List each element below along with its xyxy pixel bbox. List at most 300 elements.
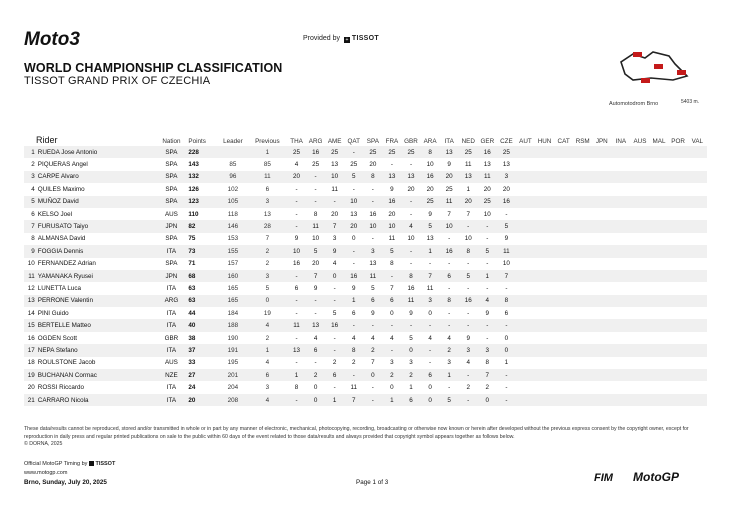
- race-points-cell: 25: [459, 146, 478, 158]
- race-points-cell: 4: [401, 220, 420, 232]
- race-points-cell: -: [363, 196, 382, 208]
- race-points-cell: 5: [344, 171, 363, 183]
- provided-by: [303, 35, 379, 43]
- race-points-cell: [573, 394, 592, 406]
- race-points-cell: [611, 344, 630, 356]
- rider-name-cell: RUEDA Jose Antonio: [38, 146, 155, 158]
- race-points-cell: 13: [440, 146, 459, 158]
- table-row: [24, 369, 707, 381]
- race-points-cell: 2: [352, 359, 356, 367]
- race-points-cell: -: [505, 284, 508, 292]
- race-points-cell: [649, 381, 668, 393]
- race-points-cell: [688, 381, 707, 393]
- race-points-cell: [535, 295, 554, 307]
- position-cell: 2: [31, 161, 35, 169]
- race-points-cell: -: [467, 260, 470, 268]
- race-points-cell: [592, 208, 611, 220]
- race-points-cell: 2: [363, 344, 382, 356]
- race-points-cell: 4: [371, 334, 375, 342]
- race-points-cell: [649, 158, 668, 170]
- leader-gap-cell: 85: [229, 161, 237, 169]
- race-points-cell: [688, 332, 707, 344]
- race-points-cell: 11: [478, 171, 497, 183]
- table-row: [24, 196, 707, 208]
- header-race: GER: [480, 138, 495, 145]
- table-row: [24, 183, 707, 195]
- rider-name-cell: CARRARO Nicola: [38, 394, 155, 406]
- table-row: [24, 245, 707, 257]
- race-points-cell: -: [382, 344, 401, 356]
- race-points-cell: 3: [332, 235, 337, 243]
- position-cell: 17: [24, 344, 38, 356]
- previous-gap-cell: 28: [248, 220, 287, 232]
- leader-gap-cell: 165: [227, 284, 239, 292]
- race-points-cell: [592, 158, 611, 170]
- race-points-cell: [688, 183, 707, 195]
- motogp-logo: MotoGP: [633, 470, 679, 484]
- race-points-cell: 4: [466, 359, 470, 367]
- race-points-cell: [630, 282, 649, 294]
- race-points-cell: [669, 282, 688, 294]
- points-cell: 143: [188, 161, 199, 169]
- position-cell: 18: [27, 359, 35, 367]
- leader-gap-cell: 190: [227, 334, 239, 342]
- header-race: QAT: [347, 138, 360, 145]
- race-points-cell: [516, 245, 535, 257]
- race-points-cell: [554, 158, 573, 170]
- event-date: Brno, Sunday, July 20, 2025: [24, 479, 107, 486]
- race-points-cell: 25: [312, 161, 320, 169]
- race-points-cell: [573, 332, 592, 344]
- race-points-cell: 10: [325, 171, 344, 183]
- header-race: AUS: [633, 138, 647, 145]
- tissot-cross-icon: +: [345, 37, 349, 43]
- race-points-cell: [688, 319, 707, 331]
- race-points-cell: -: [478, 220, 497, 232]
- race-points-cell: 10: [440, 220, 459, 232]
- previous-gap-cell: 2: [265, 334, 270, 342]
- race-points-cell: 9: [390, 185, 394, 193]
- race-points-cell: 11: [350, 384, 358, 392]
- race-points-cell: [592, 394, 611, 406]
- nation-cell: ARG: [154, 295, 188, 307]
- position-cell: 3: [24, 171, 38, 183]
- points-cell: 123: [188, 196, 218, 208]
- race-points-cell: 10: [312, 235, 320, 243]
- header-race: CZE: [500, 138, 513, 145]
- race-points-cell: [516, 332, 535, 344]
- race-points-cell: 0: [390, 309, 394, 317]
- table-row: [24, 258, 707, 270]
- race-points-cell: 13: [426, 235, 434, 243]
- race-points-cell: 20: [388, 210, 396, 218]
- race-points-cell: -: [448, 260, 451, 268]
- race-points-cell: 16: [440, 245, 459, 257]
- race-points-cell: -: [401, 319, 420, 331]
- race-points-cell: [649, 245, 668, 257]
- race-points-cell: 10: [344, 196, 363, 208]
- race-points-cell: [592, 220, 611, 232]
- race-points-cell: [554, 369, 573, 381]
- nation-cell: ITA: [166, 309, 177, 317]
- race-points-cell: 0: [363, 369, 382, 381]
- points-cell: 71: [188, 260, 196, 268]
- race-points-cell: [535, 270, 554, 282]
- race-points-cell: [649, 369, 668, 381]
- disclaimer-text: These data/results cannot be reproduced, stored and/or transmitted in whole or in part by any manner of electronic, mechanical, photocopying, recording, broadcasting or otherwise now known or herein after developed without the previous express consent by the copyright owner, except for reproduction in daily press and regular printed publications on sale to the public within 60 days of the event related to those data/results and always provided that copyright symbol appears together as follows below.: [24, 426, 689, 440]
- previous-gap-cell: 85: [263, 161, 271, 169]
- leader-gap-cell: 146: [218, 220, 248, 232]
- race-points-cell: -: [295, 334, 298, 342]
- race-points-cell: 16: [407, 284, 415, 292]
- race-points-cell: 16: [382, 196, 401, 208]
- track-map-icon: [611, 44, 697, 88]
- race-points-cell: 10: [363, 220, 382, 232]
- race-points-cell: 16: [459, 295, 478, 307]
- race-points-cell: 5: [497, 220, 516, 232]
- race-points-cell: 4: [390, 334, 394, 342]
- table-row: [24, 319, 707, 331]
- leader-gap-cell: 157: [227, 260, 239, 268]
- race-points-cell: [649, 233, 668, 245]
- race-points-cell: 6: [363, 295, 382, 307]
- nation-cell: ITA: [154, 245, 188, 257]
- race-points-cell: -: [429, 260, 432, 268]
- race-points-cell: 0: [478, 394, 497, 406]
- race-points-cell: [669, 357, 688, 369]
- race-points-cell: -: [486, 334, 489, 342]
- race-points-cell: [611, 220, 630, 232]
- race-points-cell: -: [333, 284, 336, 292]
- race-points-cell: 0: [497, 344, 516, 356]
- race-points-cell: -: [287, 295, 306, 307]
- race-points-cell: -: [390, 161, 393, 169]
- race-points-cell: 0: [428, 384, 432, 392]
- race-points-cell: 16: [497, 196, 516, 208]
- race-points-cell: 13: [306, 319, 325, 331]
- race-points-cell: -: [497, 319, 516, 331]
- position-cell: 10: [27, 260, 35, 268]
- race-points-cell: [573, 183, 592, 195]
- rider-name-cell: MUÑOZ David: [38, 196, 155, 208]
- race-points-cell: -: [448, 235, 451, 243]
- race-points-cell: 10: [407, 235, 415, 243]
- fim-logo: FIM: [594, 472, 613, 484]
- race-points-cell: -: [467, 309, 470, 317]
- rider-name-cell: CARPE Alvaro: [38, 171, 155, 183]
- race-points-cell: [688, 146, 707, 158]
- race-points-cell: 25: [401, 146, 420, 158]
- race-points-cell: -: [505, 210, 508, 218]
- race-points-cell: -: [497, 394, 516, 406]
- tissot-cross-icon: [89, 461, 94, 466]
- table-row: [24, 171, 707, 183]
- points-cell: 126: [188, 185, 199, 193]
- race-points-cell: 25: [497, 146, 516, 158]
- nation-cell: ITA: [166, 384, 177, 392]
- race-points-cell: 3: [390, 359, 394, 367]
- header-race: THA: [290, 138, 303, 145]
- table-row: [24, 233, 707, 245]
- leader-gap-cell: 165: [218, 295, 248, 307]
- header-race: AUT: [519, 138, 532, 145]
- race-points-cell: [516, 158, 535, 170]
- race-points-cell: [669, 245, 688, 257]
- race-points-cell: -: [497, 369, 516, 381]
- race-points-cell: 0: [306, 394, 325, 406]
- race-points-cell: 25: [363, 146, 382, 158]
- race-points-cell: -: [333, 334, 336, 342]
- race-points-cell: [669, 220, 688, 232]
- race-points-cell: 20: [331, 210, 339, 218]
- race-points-cell: [649, 394, 668, 406]
- race-points-cell: 9: [428, 210, 432, 218]
- leader-gap-cell: 188: [218, 319, 248, 331]
- classification-table: [24, 130, 707, 406]
- race-points-cell: 4: [428, 334, 432, 342]
- race-points-cell: -: [287, 270, 306, 282]
- race-points-cell: [573, 245, 592, 257]
- moto3-logo: [24, 28, 120, 50]
- race-points-cell: [669, 146, 688, 158]
- previous-gap-cell: 0: [248, 295, 287, 307]
- points-cell: 82: [188, 220, 218, 232]
- nation-cell: ITA: [154, 344, 188, 356]
- race-points-cell: [688, 295, 707, 307]
- race-points-cell: [554, 245, 573, 257]
- race-points-cell: [611, 208, 630, 220]
- race-points-cell: -: [448, 284, 451, 292]
- race-points-cell: [649, 307, 668, 319]
- race-points-cell: [573, 357, 592, 369]
- position-cell: 7: [24, 220, 38, 232]
- race-points-cell: 7: [497, 270, 516, 282]
- race-points-cell: [649, 171, 668, 183]
- race-points-cell: 13: [382, 171, 401, 183]
- race-points-cell: [573, 270, 592, 282]
- race-points-cell: -: [287, 196, 306, 208]
- header-previous: Previous: [255, 138, 280, 145]
- race-points-cell: [649, 258, 668, 270]
- race-points-cell: -: [295, 210, 298, 218]
- race-points-cell: -: [486, 235, 489, 243]
- race-points-cell: [630, 394, 649, 406]
- header-race: CAT: [557, 138, 570, 145]
- race-points-cell: 25: [325, 146, 344, 158]
- race-points-cell: 10: [426, 161, 434, 169]
- table-row: [24, 295, 707, 307]
- race-points-cell: [592, 357, 611, 369]
- race-points-cell: 13: [502, 161, 510, 169]
- race-points-cell: 2: [485, 384, 490, 392]
- rider-name-cell: FERNANDEZ Adrian: [37, 260, 96, 268]
- race-points-cell: 5: [421, 220, 440, 232]
- race-points-cell: 7: [447, 210, 451, 218]
- table-row: [24, 270, 707, 282]
- track-name: Automotodrom Brno: [609, 101, 659, 107]
- race-points-cell: [611, 332, 630, 344]
- race-points-cell: [630, 196, 649, 208]
- race-points-cell: 5: [459, 270, 478, 282]
- race-points-cell: 10: [287, 245, 306, 257]
- race-points-cell: [611, 381, 630, 393]
- rider-name-cell: PERRONE Valentin: [38, 295, 155, 307]
- table-row: [24, 332, 707, 344]
- points-cell: 132: [188, 171, 218, 183]
- points-cell: 20: [188, 394, 218, 406]
- nation-cell: JPN: [154, 220, 188, 232]
- points-cell: 33: [188, 359, 196, 367]
- header-race: INA: [615, 138, 627, 145]
- website-link[interactable]: www.motogp.com: [24, 470, 68, 476]
- race-points-cell: [535, 258, 554, 270]
- race-points-cell: -: [314, 185, 317, 193]
- race-points-cell: 20: [312, 260, 320, 268]
- race-points-cell: 20: [344, 220, 363, 232]
- table-row: [24, 208, 707, 220]
- rider-name-cell: ROSSI Riccardo: [37, 384, 84, 392]
- leader-gap-cell: [218, 146, 248, 158]
- race-points-cell: 13: [350, 210, 358, 218]
- race-points-cell: 13: [369, 260, 377, 268]
- race-points-cell: -: [352, 185, 355, 193]
- race-points-cell: 16: [344, 270, 363, 282]
- race-points-cell: -: [440, 319, 459, 331]
- previous-gap-cell: 5: [265, 284, 270, 292]
- race-points-cell: [688, 344, 707, 356]
- race-points-cell: [669, 258, 688, 270]
- race-points-cell: [573, 307, 592, 319]
- race-points-cell: -: [421, 319, 440, 331]
- points-cell: 38: [188, 334, 196, 342]
- race-points-cell: [688, 258, 707, 270]
- race-points-cell: 20: [369, 161, 377, 169]
- previous-gap-cell: 6: [248, 369, 287, 381]
- race-points-cell: [630, 146, 649, 158]
- position-cell: 14: [27, 309, 35, 317]
- race-points-cell: 11: [287, 319, 306, 331]
- points-cell: 63: [188, 284, 196, 292]
- race-points-cell: [554, 208, 573, 220]
- table-row: [24, 357, 707, 369]
- position-cell: 12: [27, 284, 35, 292]
- race-points-cell: 16: [325, 319, 344, 331]
- header-leader: Leader: [223, 138, 243, 145]
- race-points-cell: 5: [332, 309, 337, 317]
- race-points-cell: -: [448, 384, 451, 392]
- race-points-cell: 7: [478, 369, 497, 381]
- race-points-cell: [611, 282, 630, 294]
- race-points-cell: -: [371, 384, 374, 392]
- race-points-cell: [535, 220, 554, 232]
- race-points-cell: 6: [401, 394, 420, 406]
- race-points-cell: [535, 208, 554, 220]
- leader-gap-cell: 201: [218, 369, 248, 381]
- nation-cell: ITA: [154, 319, 188, 331]
- leader-gap-cell: 118: [227, 210, 238, 218]
- race-points-cell: 6: [352, 309, 356, 317]
- page-subtitle: TISSOT GRAND PRIX OF CZECHIA: [24, 75, 211, 87]
- race-points-cell: 25: [421, 196, 440, 208]
- race-points-cell: 10: [382, 220, 401, 232]
- points-cell: 40: [188, 319, 218, 331]
- race-points-cell: -: [306, 295, 325, 307]
- race-points-cell: [573, 369, 592, 381]
- race-points-cell: [573, 220, 592, 232]
- race-points-cell: [649, 332, 668, 344]
- race-points-cell: [649, 183, 668, 195]
- race-points-cell: 0: [325, 270, 344, 282]
- race-points-cell: [516, 183, 535, 195]
- race-points-cell: [611, 270, 630, 282]
- rider-name-cell: PIQUERAS Angel: [37, 161, 88, 169]
- race-points-cell: 9: [294, 235, 299, 243]
- race-points-cell: [573, 196, 592, 208]
- race-points-cell: [649, 282, 668, 294]
- race-points-cell: [630, 357, 649, 369]
- race-points-cell: [611, 295, 630, 307]
- header-points: Points: [188, 138, 206, 145]
- race-points-cell: [573, 344, 592, 356]
- race-points-cell: [669, 183, 688, 195]
- race-points-cell: -: [421, 344, 440, 356]
- race-points-cell: [535, 171, 554, 183]
- race-points-cell: [516, 270, 535, 282]
- leader-gap-cell: 184: [227, 309, 239, 317]
- race-points-cell: [554, 357, 573, 369]
- points-cell: 63: [188, 295, 218, 307]
- race-points-cell: 20: [287, 171, 306, 183]
- leader-gap-cell: 155: [218, 245, 248, 257]
- race-points-cell: 8: [485, 359, 490, 367]
- header-race: HUN: [537, 138, 552, 145]
- race-points-cell: [611, 183, 630, 195]
- race-points-cell: 4: [447, 334, 451, 342]
- race-points-cell: [554, 307, 573, 319]
- leader-gap-cell: 105: [218, 196, 248, 208]
- rider-name-cell: FOGGIA Dennis: [38, 245, 155, 257]
- race-points-cell: 9: [409, 309, 413, 317]
- race-points-cell: [592, 332, 611, 344]
- race-points-cell: [669, 344, 688, 356]
- race-points-cell: [554, 146, 573, 158]
- race-points-cell: 13: [459, 171, 478, 183]
- race-points-cell: [554, 381, 573, 393]
- race-points-cell: [649, 220, 668, 232]
- race-points-cell: [592, 183, 611, 195]
- race-points-cell: 20: [426, 185, 434, 193]
- race-points-cell: [535, 381, 554, 393]
- previous-gap-cell: 11: [248, 171, 287, 183]
- rider-name-cell: FURUSATO Taiyo: [38, 220, 155, 232]
- race-points-cell: [611, 245, 630, 257]
- race-points-cell: [630, 158, 649, 170]
- race-points-cell: 13: [287, 344, 306, 356]
- nation-cell: SPA: [165, 260, 178, 268]
- nation-cell: GBR: [164, 334, 179, 342]
- race-points-cell: [592, 344, 611, 356]
- race-points-cell: 5: [371, 284, 375, 292]
- race-points-cell: 7: [325, 220, 344, 232]
- race-points-cell: 5: [409, 334, 413, 342]
- race-points-cell: -: [333, 384, 336, 392]
- race-points-cell: 7: [306, 270, 325, 282]
- race-points-cell: [688, 245, 707, 257]
- race-points-cell: 5: [478, 245, 497, 257]
- race-points-cell: [554, 270, 573, 282]
- race-points-cell: [554, 183, 573, 195]
- race-points-cell: 1: [466, 185, 470, 193]
